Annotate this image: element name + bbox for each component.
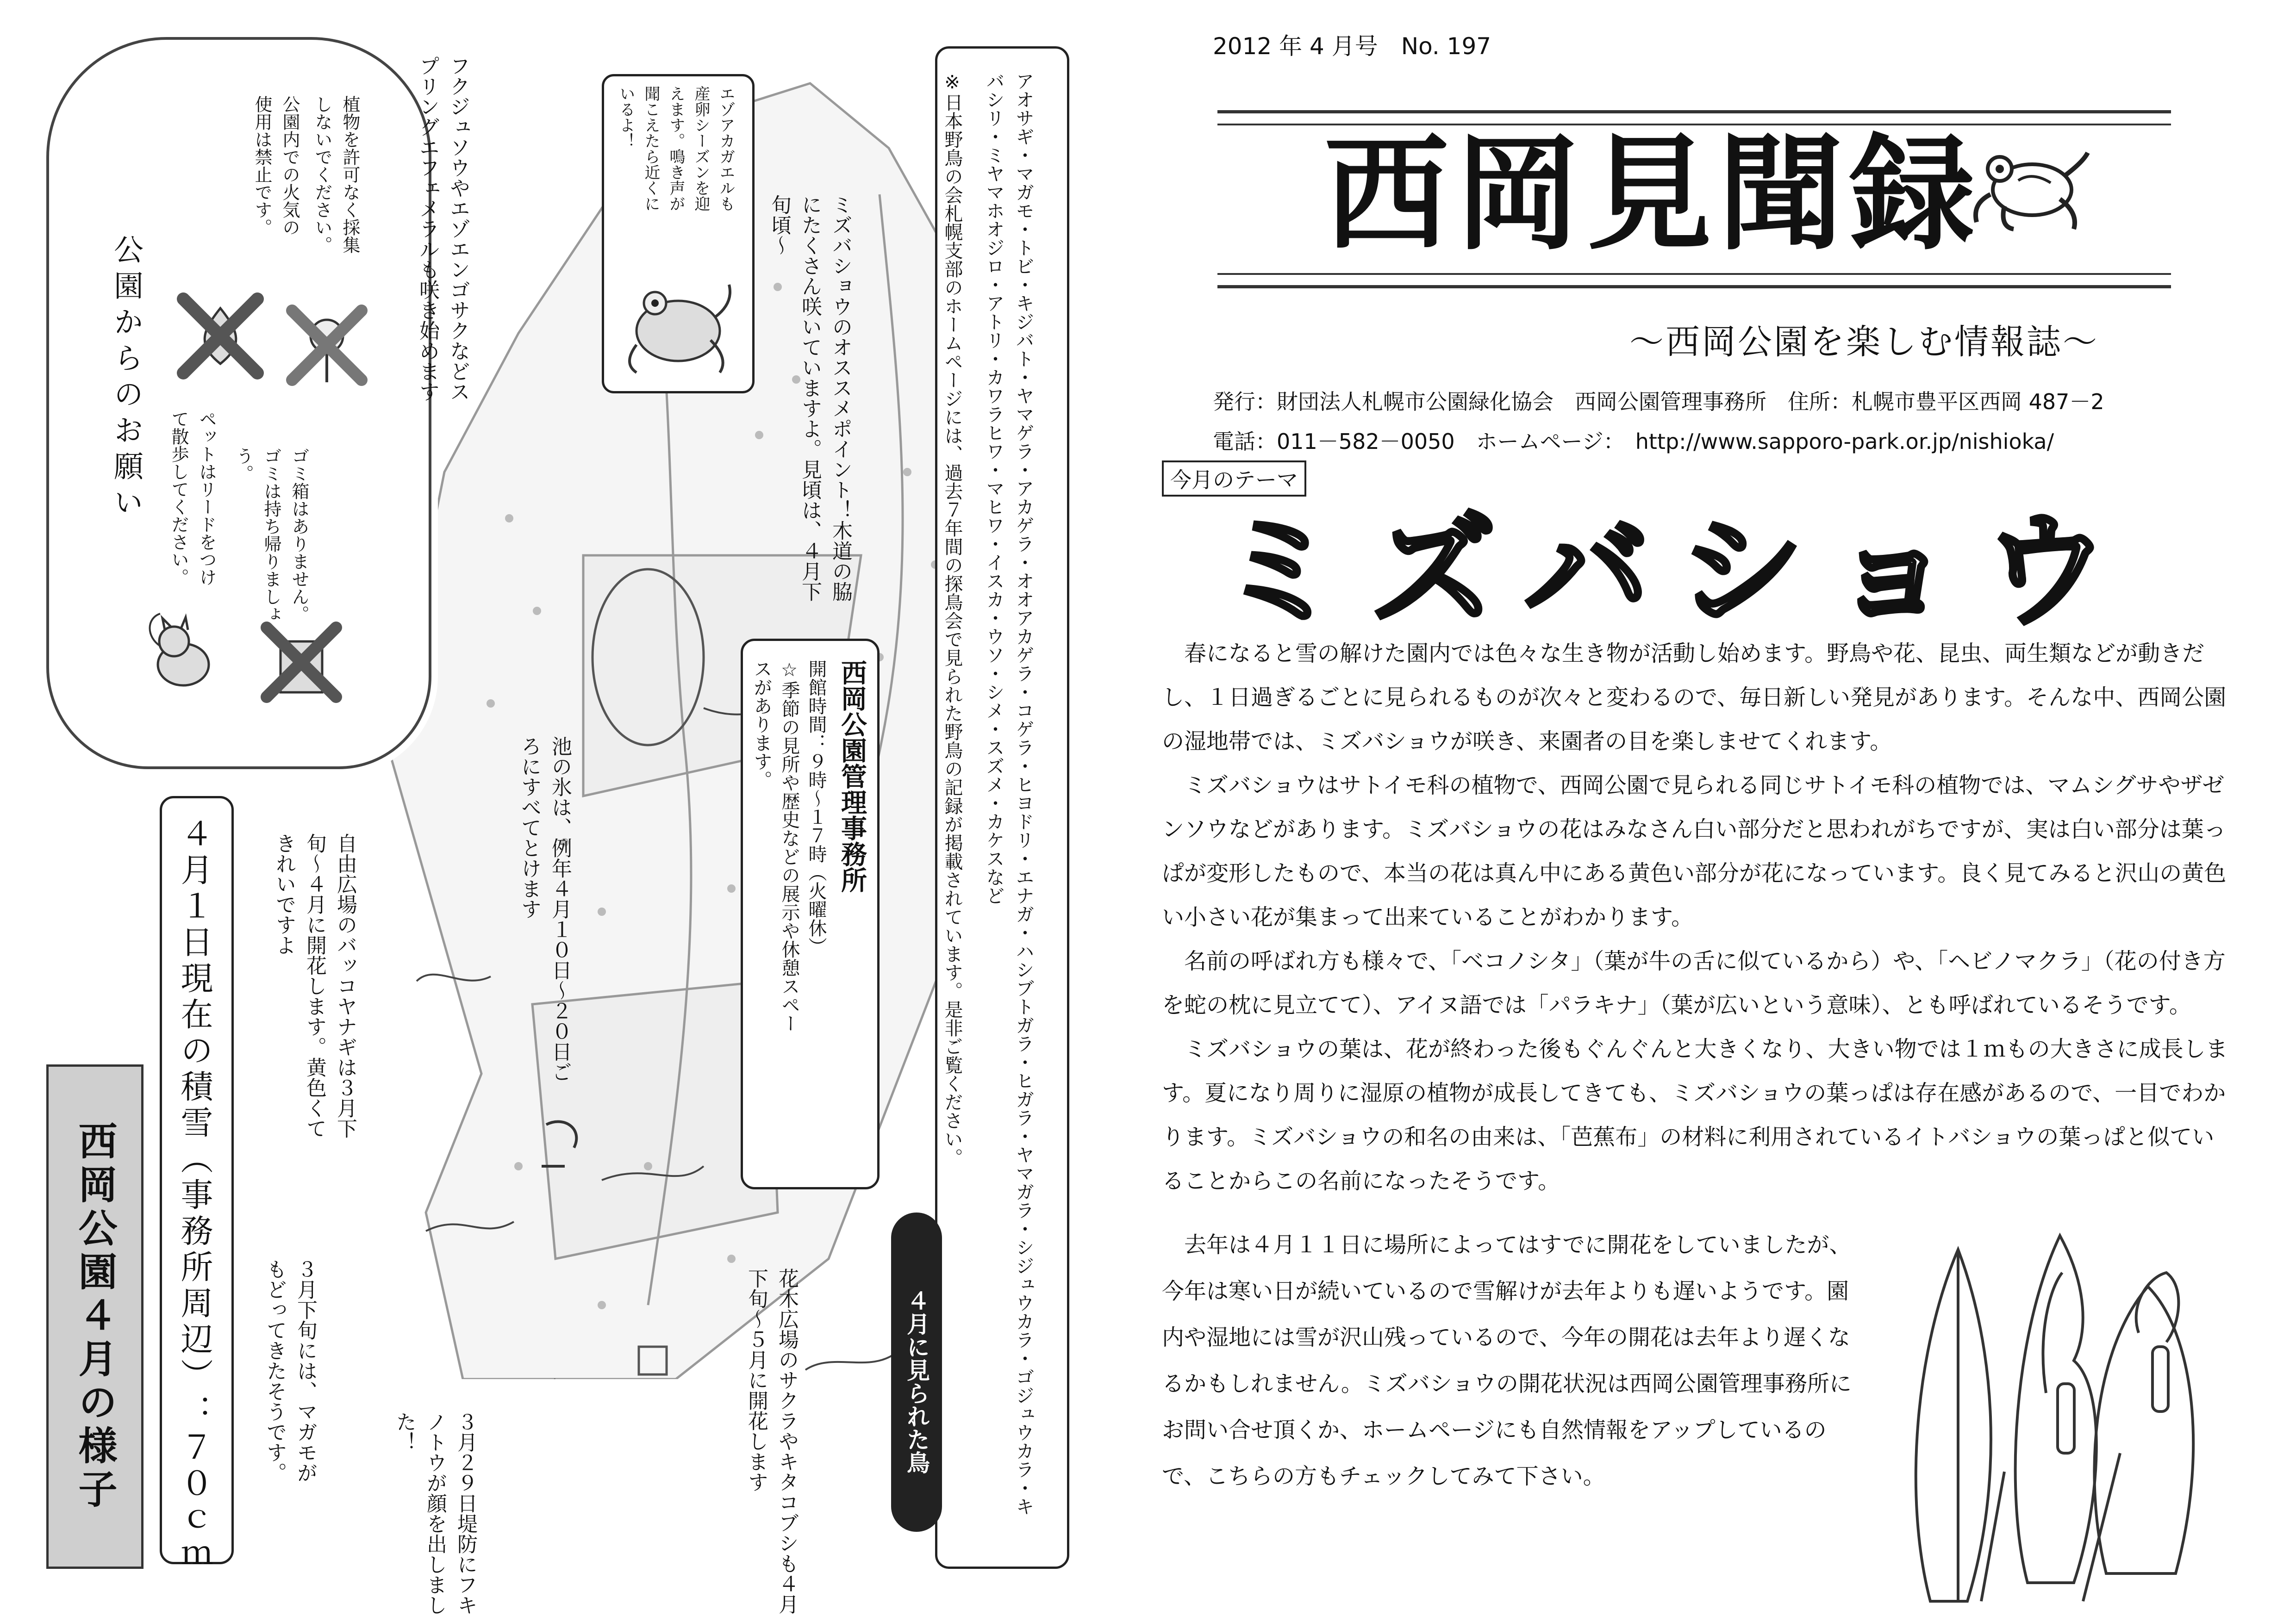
publisher-line: 発行：財団法人札幌市公園緑化協会 西岡公園管理事務所 住所：札幌市豊平区西岡 487－2 (1213, 389, 2104, 414)
note-bakko: 自由広場のバッコヤナギは３月下旬～４月に開花します。黄色くてきれいですよ (272, 833, 357, 1138)
pet-on-leash-icon (142, 609, 225, 692)
birds-title: ４月に見られた鳥 (891, 1213, 942, 1532)
article-paragraph: ミズバショウの葉は、花が終わった後もぐんぐんと大きくなり、大きい物では１ｍもの大きさに成長します。夏になり周りに湿原の植物が成長してきても、ミズバショウの葉っぱは存在感があるので、一目でわかります。ミズバショウの和名の由来は、「芭蕉布」の材料に利用されているイトバショウの葉っぱと似ていることからこの名前になったそうです。 (1162, 1036, 2228, 1194)
snow-depth-box: ４月１日現在の積雪（事務所周辺）：７０ｃｍ (160, 796, 234, 1564)
masthead-rule-bottom (1217, 273, 2171, 288)
article-last-paragraph: 去年は４月１１日に場所によってはすでに開花をしていましたが、今年は寒い日が続いているので雪解けが去年よりも遅いようです。園内や湿地には雪が沢山残っているので、今年の開花は去年より遅くなるかもしれません。ミズバショウの開花状況は西岡公園管理事務所にお問い合せ頂くか、ホームページにも自然情報をアップしているので、こちらの方もチェックしてみて下さい。 (1162, 1232, 1852, 1489)
article-paragraph: ミズバショウはサトイモ科の植物で、西岡公園で見られる同じサトイモ科の植物では、マムシグサやザゼンソウなどがあります。ミズバショウの花はみなさん白い部分だと思われがちですが、実は白い部分は葉っぱが変形したもので、本当の花は真ん中にある黄色い部分が花になっています。良く見てみると沢山の黄色い小さい花が集まって出来ていることがわかります。 (1162, 772, 2227, 930)
note-sakura: 花木広場のサクラやキタコブシも４月下旬～５月に開花します (744, 1268, 799, 1614)
article-body (1162, 632, 2236, 1203)
no-trash-bin-icon (257, 618, 345, 706)
article-paragraph: 名前の呼ばれ方も様々で、「ベコノシタ」（葉が牛の舌に似ているから）や、「ヘビノマクラ」（花の付き方を蛇の枕に見立てて）、アイヌ語では「パラキナ」（葉が広いという意味）、とも呼ばれているそうです。 (1162, 948, 2226, 1018)
request-item-trash: ゴミ箱はありません。ゴミは持ち帰りましょう。 (233, 447, 309, 623)
note-mizubasho: ミズバショウのオススメポイント！木道の脇にたくさん咲いていますよ。見頃は、４月下旬頃～ (767, 194, 852, 602)
issue-line: 2012 年 4 月号 No. 197 (1213, 33, 1491, 60)
office-info-box (741, 639, 880, 1189)
note-fukujuso: フクジュソウやエゾエンゴサクなどスプリングエフェメラルも咲き始めます (416, 56, 470, 402)
note-pond: 池の氷は、例年４月１０日～２０日ごろにすべてとけます (518, 736, 572, 1082)
note-magamo: ３月下旬には、マガモがもどってきたそうです。 (263, 1259, 317, 1483)
birds-list: アオサギ・マガモ・トビ・キジバト・ヤマゲラ・アカゲラ・オオアカゲラ・コゲラ・ヒヨドリ・エナガ・ハシブトガラ・ヒガラ・ヤマガラ・シジュウカラ・ゴジュウカラ・キバシリ・ミヤマホオジロ・アトリ・カワラヒワ・マヒワ・イスカ・ウソ・シメ・スズメ・カケスなど (983, 72, 1034, 1516)
contact-line: 電話：011－582－0050 ホームページ： http://www.sapporo-park.or.jp/nishioka/ (1213, 429, 2054, 454)
requests-card (46, 37, 431, 769)
frog-logo-icon (1963, 125, 2092, 236)
note-fukinoto: ３月２９日堤防にフキノトウが顔を出しました！ (393, 1412, 477, 1615)
no-picking-plants-icon (281, 299, 373, 392)
requests-title: 公園からのお願い (109, 234, 143, 523)
request-item-plants: 植物を許可なく採集しないでください。 (312, 95, 360, 254)
section-title: 西岡公園４月の様子 (46, 1064, 144, 1569)
frog-note-box (602, 74, 755, 393)
birds-note: ※日本野鳥の会札幌支部のホームページには、過去７年間の探鳥会で見られた野鳥の記録が掲載されています。是非ご覧ください。 (942, 72, 963, 1167)
birds-box (935, 46, 1069, 1569)
theme-tag: 今月のテーマ (1162, 460, 1306, 497)
office-hours: 開館時間：９時～１７時（火曜休） (805, 659, 827, 956)
office-note: ☆季節の見所や歴史などの展示や休憩スペースがあります。 (751, 659, 800, 1032)
office-title: 西岡公園管理事務所 (837, 659, 867, 893)
note-frog: エゾアカガエルも産卵シーズンを迎えます。鳴き声が聞こえたら近くにいるよ！ (617, 86, 735, 211)
article-paragraph: 春になると雪の解けた園内では色々な生き物が活動し始めます。野鳥や花、昆虫、両生類などが動きだし、１日過ぎるごとに見られるものが次々と変わるので、毎日新しい発見があります。そんな中、西岡公園の湿地帯では、ミズバショウが咲き、来園者の目を楽しませてくれます。 (1162, 640, 2227, 754)
frog-icon (618, 252, 738, 377)
masthead-title: 西岡見聞録 (1324, 120, 1981, 267)
skunk-cabbage-illustration-icon (1889, 1194, 2222, 1611)
request-item-fire: 公園内での火気の使用は禁止です。 (252, 95, 300, 236)
no-fire-icon (174, 290, 267, 382)
theme-heading: ミズバショウ (1217, 498, 2137, 644)
masthead-subtitle: ～西岡公園を楽しむ情報誌～ (1629, 322, 2099, 362)
request-item-pet: ペットはリードをつけて散歩してください。 (168, 410, 217, 586)
